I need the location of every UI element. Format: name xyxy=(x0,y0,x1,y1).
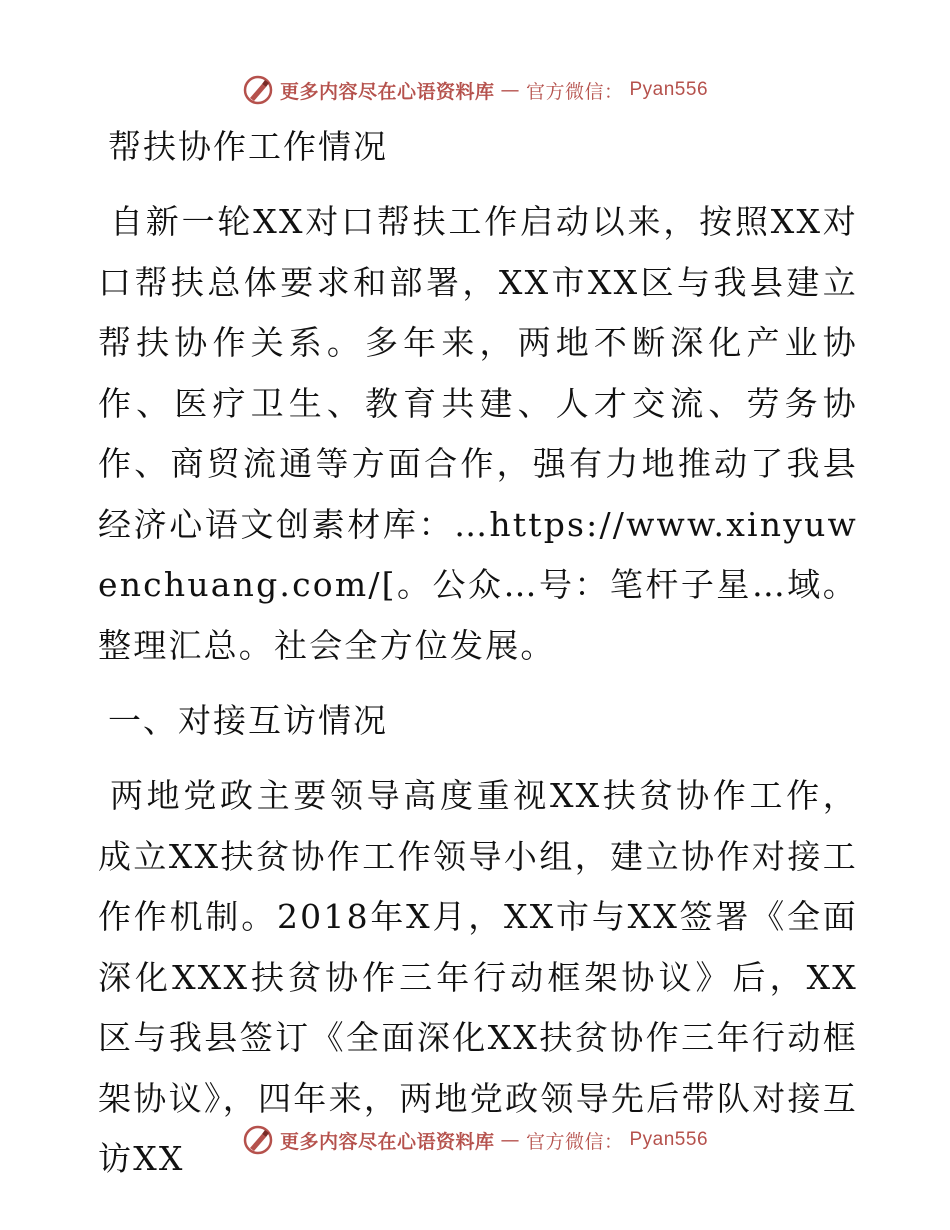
watermark-text: 更多内容尽在心语资料库 xyxy=(279,80,495,103)
watermark-official: 官方微信： xyxy=(525,80,624,103)
section-1-paragraph: 两地党政主要领导高度重视XX扶贫协作工作，成立XX扶贫协作工作领导小组，建立协作对接工作作机制。2018年X月，XX市与XX签署《全面深化XXX扶贫协作三年行动框架协议》后，XX区与我县签订《全面深化XX扶贫协作三年行动框架协议》，四年来，两地党政领导先后带队对接互访XX xyxy=(98,776,858,1178)
watermark-official: 官方微信： xyxy=(525,1130,624,1153)
watermark-footer xyxy=(0,1120,950,1160)
pen-logo-icon xyxy=(242,74,274,106)
watermark-handle: Pyan556 xyxy=(629,1129,709,1150)
watermark-header xyxy=(0,70,950,110)
section-1-title: 一、对接互访情况 xyxy=(108,701,388,740)
watermark-handle: Pyan556 xyxy=(629,79,709,100)
watermark-text: 更多内容尽在心语资料库 xyxy=(279,1130,495,1153)
intro-paragraph: 自新一轮XX对口帮扶工作启动以来，按照XX对口帮扶总体要求和部署，XX市XX区与我县建立帮扶协作关系。多年来，两地不断深化产业协作、医疗卫生、教育共建、人才交流、劳务协作、商贸流通等方面合作，强有力地推动了我县经济心语文创素材库：…https://www.xinyuwenchuang.com/[。公众…号：笔杆子星…域。整理汇总。社会全方位发展。 xyxy=(98,202,858,665)
document-title: 帮扶协作工作情况 xyxy=(108,127,388,166)
pen-logo-icon xyxy=(242,1124,274,1156)
document-body xyxy=(98,120,858,1208)
watermark-separator: — xyxy=(500,1129,520,1151)
watermark-separator: — xyxy=(500,79,520,101)
